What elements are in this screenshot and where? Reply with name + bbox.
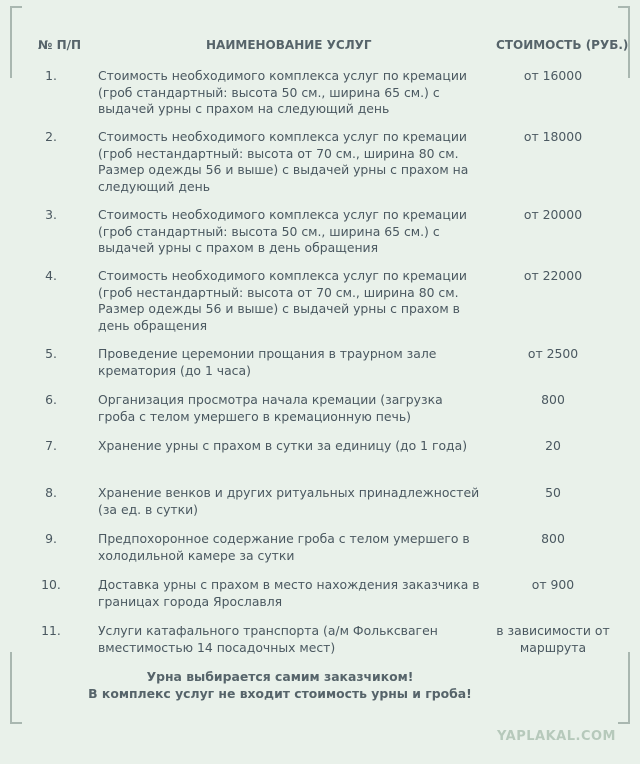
row-price: от 22000 <box>523 268 583 283</box>
frame-corner-bottom-left <box>10 652 22 724</box>
footer-line-excluded: В комплекс услуг не входит стоимость урны и гроба! <box>88 686 472 701</box>
row-price: от 900 <box>531 577 575 592</box>
row-service-name: Стоимость необходимого комплекса услуг по кремации (гроб стандартный: высота 50 см., ширина 65 см.) с выдачей урны с прахом в день обращения <box>98 207 467 255</box>
row-number: 5. <box>45 346 57 361</box>
row-service-name: Стоимость необходимого комплекса услуг по кремации (гроб стандартный: высота 50 см., ширина 65 см.) с выдачей урны с прахом на следующий день <box>98 68 467 116</box>
header-price: СТОИМОСТЬ (РУБ.) <box>496 38 629 52</box>
row-service-name: Стоимость необходимого комплекса услуг по кремации (гроб нестандартный: высота от 70 см., ширина 80 см. Размер одежды 56 и выше) с выдачей урны с прахом в день обращения <box>98 268 467 333</box>
row-service-name: Услуги катафального транспорта (а/м Фольксваген вместимостью 14 посадочных мест) <box>98 623 438 655</box>
row-number: 3. <box>45 207 57 222</box>
watermark: YAPLAKAL.COM <box>497 729 616 744</box>
row-number: 2. <box>45 129 57 144</box>
row-price: 50 <box>545 485 561 500</box>
row-service-name: Хранение урны с прахом в сутки за единицу (до 1 года) <box>98 438 468 453</box>
row-service-name: Хранение венков и других ритуальных принадлежностей (за ед. в сутки) <box>98 485 480 517</box>
row-price: в зависимости от маршрута <box>496 623 610 655</box>
footer-line-urn: Урна выбирается самим заказчиком! <box>146 669 414 684</box>
table-header <box>0 38 640 56</box>
row-number: 1. <box>45 68 57 83</box>
row-price: 800 <box>541 392 565 407</box>
row-price: от 20000 <box>523 207 583 222</box>
row-service-name: Проведение церемонии прощания в траурном зале крематория (до 1 часа) <box>98 346 437 378</box>
row-price: 800 <box>541 531 565 546</box>
row-service-name: Доставка урны с прахом в место нахождения заказчика в границах города Ярославля <box>98 577 480 609</box>
footer-note <box>60 668 500 702</box>
row-number: 8. <box>45 485 57 500</box>
row-service-name: Организация просмотра начала кремации (загрузка гроба с телом умершего в кремационную печь) <box>98 392 443 424</box>
row-price: от 18000 <box>523 129 583 144</box>
row-service-name: Предпохоронное содержание гроба с телом умершего в холодильной камере за сутки <box>98 531 470 563</box>
row-number: 6. <box>45 392 57 407</box>
frame-corner-bottom-right <box>618 652 630 724</box>
row-price: 20 <box>545 438 561 453</box>
header-service-name: НАИМЕНОВАНИЕ УСЛУГ <box>206 38 372 52</box>
row-price: от 16000 <box>523 68 583 83</box>
row-number: 4. <box>45 268 57 283</box>
row-number: 10. <box>41 577 61 592</box>
row-number: 7. <box>45 438 57 453</box>
row-service-name: Стоимость необходимого комплекса услуг по кремации (гроб нестандартный: высота от 70 см., ширина 80 см. Размер одежды 56 и выше) с выдачей урны с прахом на следующий день <box>98 129 469 194</box>
row-number: 11. <box>41 623 61 638</box>
row-price: от 2500 <box>527 346 579 361</box>
row-number: 9. <box>45 531 57 546</box>
header-number: № П/П <box>38 38 82 52</box>
